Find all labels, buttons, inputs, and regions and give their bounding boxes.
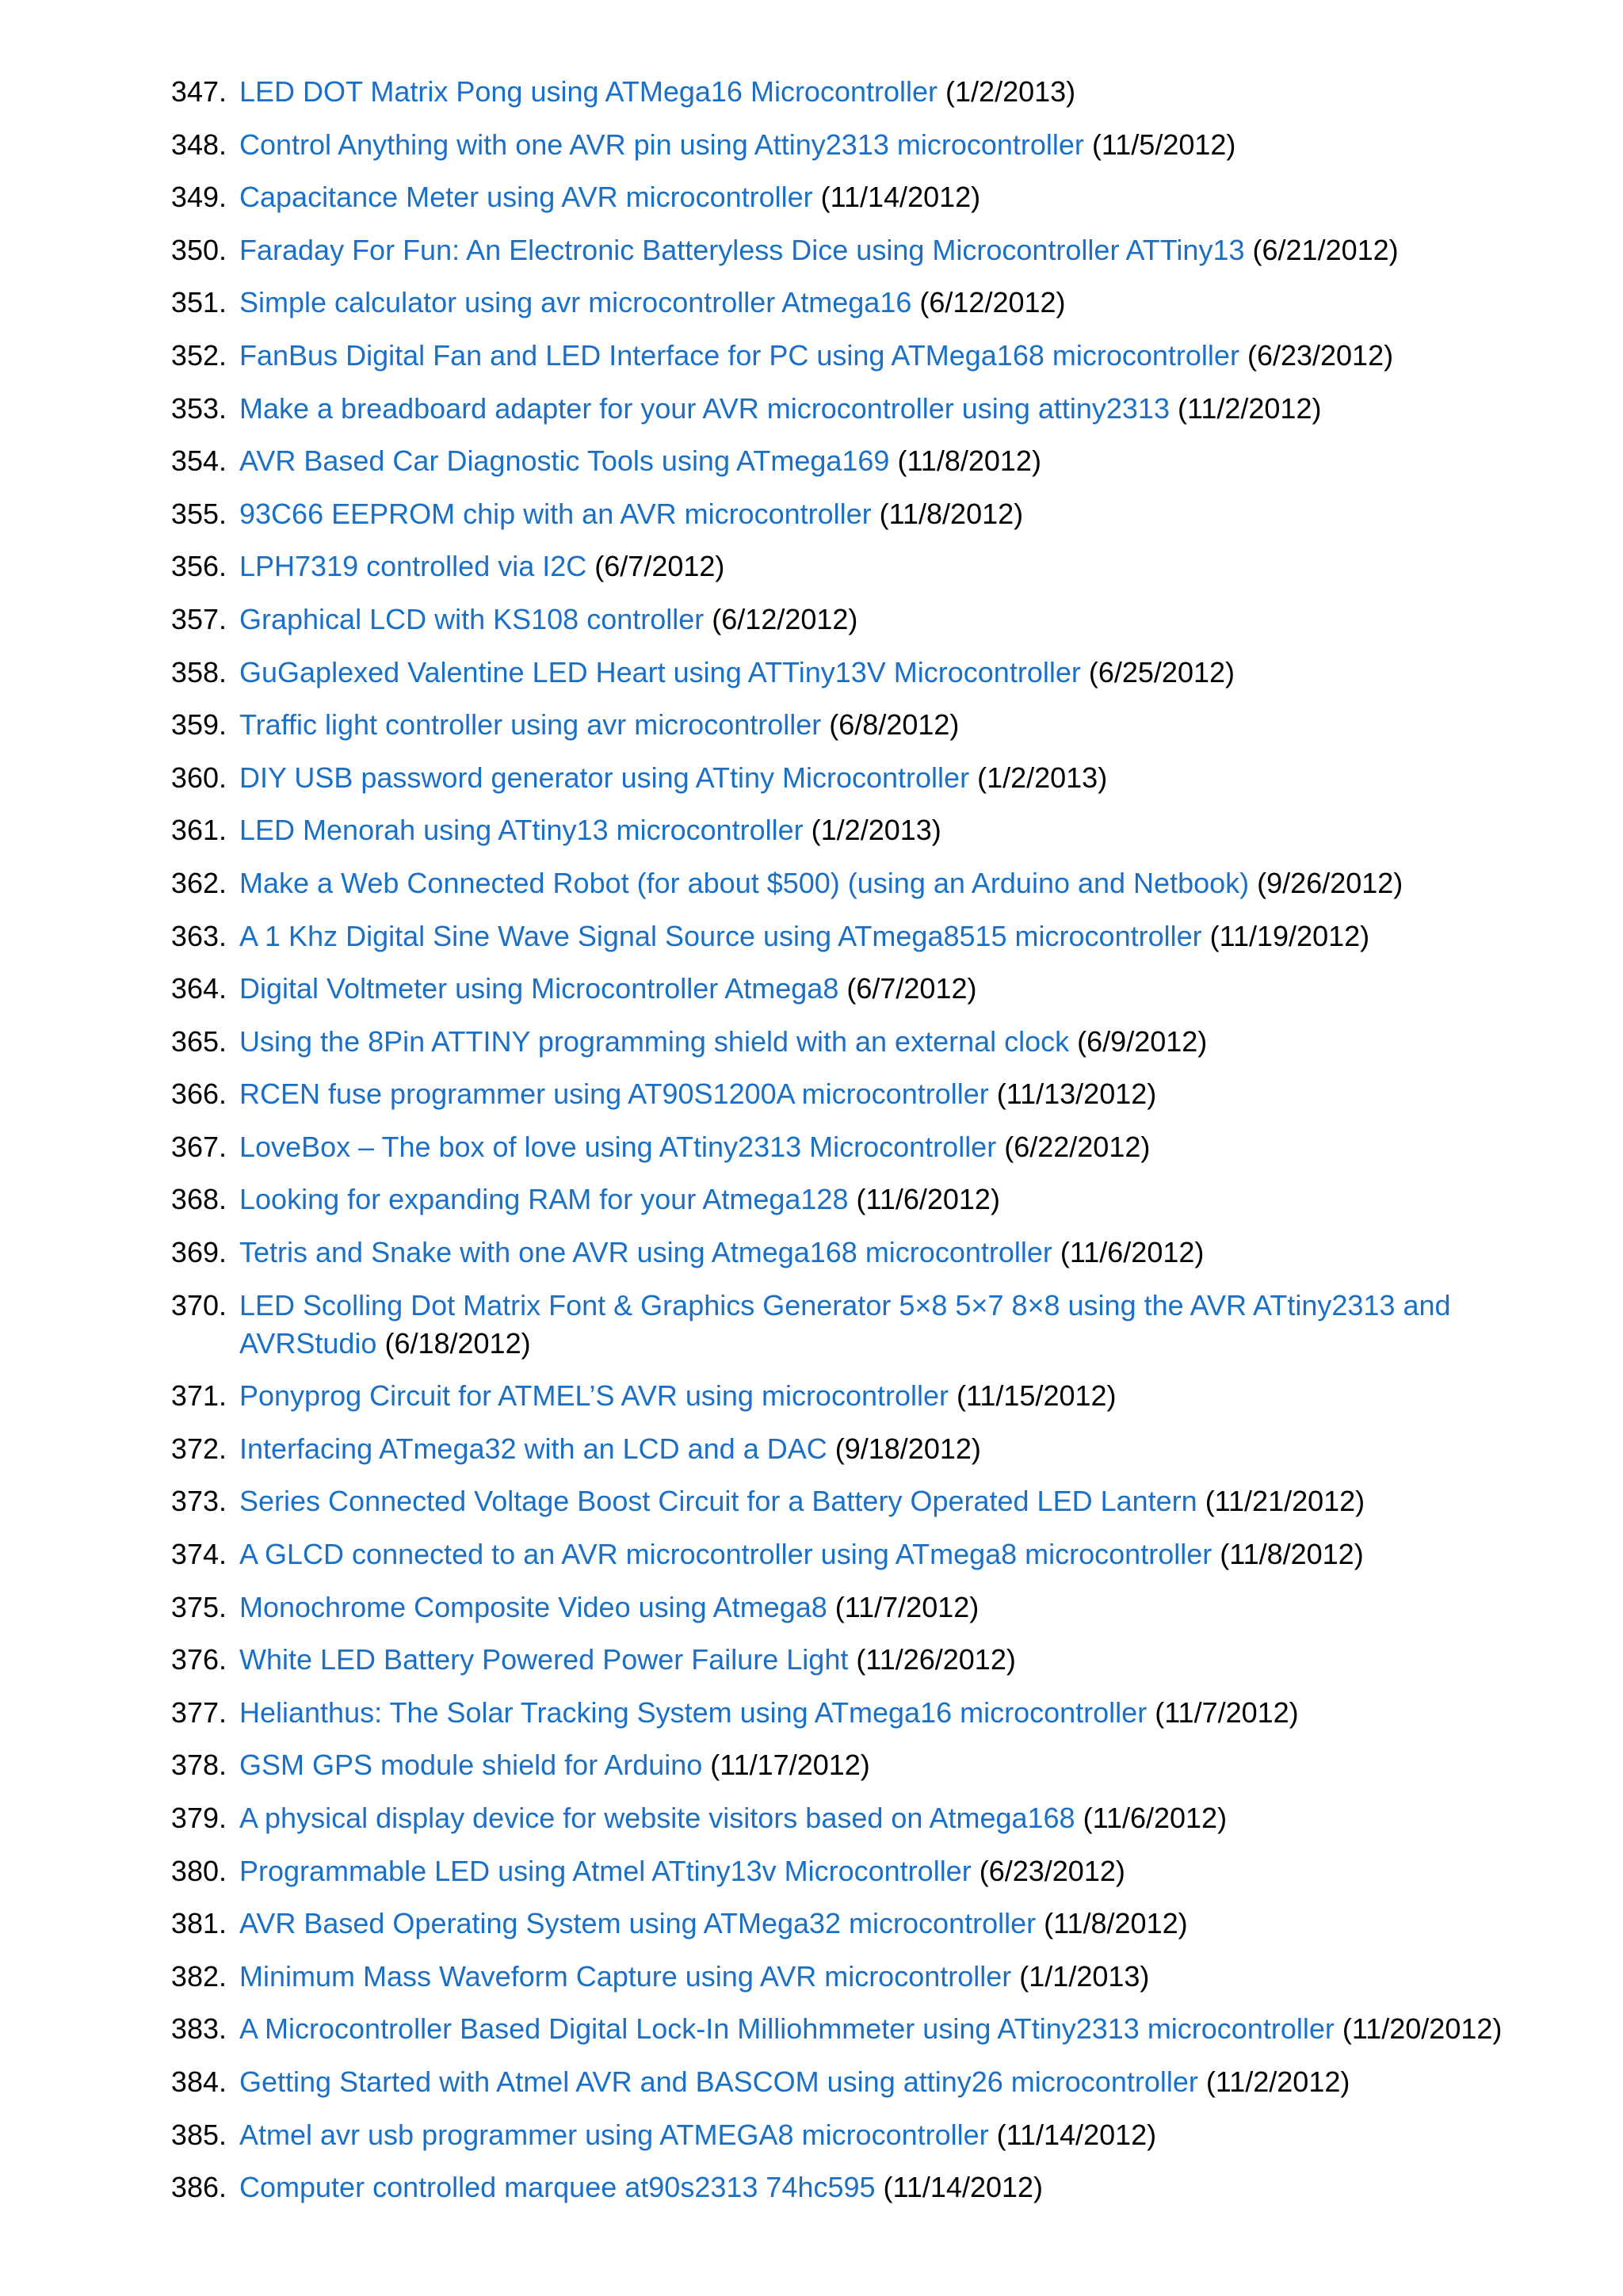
- item-date: (11/14/2012): [996, 2118, 1157, 2151]
- item-number: 371.: [170, 1379, 227, 1413]
- item-date: (11/2/2012): [1205, 2065, 1350, 2098]
- item-date: (1/1/2013): [1019, 1959, 1150, 1993]
- list-item: [0, 1535, 1623, 1573]
- item-date: (11/6/2012): [1060, 1236, 1205, 1269]
- list-item: [0, 811, 1623, 849]
- list-item: [0, 1852, 1623, 1890]
- project-link[interactable]: A GLCD connected to an AVR microcontroller using ATmega8 microcontroller: [239, 1538, 1212, 1571]
- project-link[interactable]: GSM GPS module shield for Arduino: [239, 1749, 703, 1782]
- list-item: [0, 2168, 1623, 2206]
- list-item: [0, 1482, 1623, 1520]
- item-number: 366.: [170, 1077, 227, 1111]
- item-date: (11/13/2012): [996, 1077, 1157, 1111]
- list-item: [0, 654, 1623, 692]
- project-link[interactable]: LED DOT Matrix Pong using ATMega16 Microcontroller: [239, 75, 938, 108]
- item-date: (11/6/2012): [856, 1183, 1000, 1216]
- item-date: (11/8/2012): [1220, 1538, 1364, 1571]
- list-item: [0, 759, 1623, 797]
- list-item: [0, 917, 1623, 955]
- item-date: (11/14/2012): [820, 181, 981, 214]
- project-link[interactable]: GuGaplexed Valentine LED Heart using ATTiny13V Microcontroller: [239, 655, 1081, 688]
- item-date: (6/21/2012): [1252, 233, 1399, 266]
- item-date: (6/22/2012): [1004, 1130, 1151, 1163]
- project-link[interactable]: FanBus Digital Fan and LED Interface for PC using ATMega168 microcontroller: [239, 338, 1239, 372]
- list-item: [0, 337, 1623, 375]
- list-item: [0, 2010, 1623, 2048]
- item-number: 352.: [170, 338, 227, 372]
- item-number: 351.: [170, 286, 227, 319]
- item-number: 386.: [170, 2171, 227, 2204]
- item-date: (11/14/2012): [883, 2171, 1044, 2204]
- list-item: [0, 1430, 1623, 1468]
- item-number: 359.: [170, 708, 227, 742]
- item-number: 372.: [170, 1432, 227, 1465]
- project-link[interactable]: Make a Web Connected Robot (for about $500) (using an Arduino and Netbook): [239, 866, 1250, 899]
- item-number: 382.: [170, 1959, 227, 1993]
- project-link[interactable]: LPH7319 controlled via I2C: [239, 550, 587, 583]
- item-date: (6/7/2012): [594, 550, 725, 583]
- list-item: [0, 1180, 1623, 1219]
- item-number: 384.: [170, 2065, 227, 2098]
- item-date: (6/23/2012): [1247, 338, 1394, 372]
- project-link[interactable]: Capacitance Meter using AVR microcontroller: [239, 181, 813, 214]
- list-item: [0, 2063, 1623, 2101]
- item-number: 364.: [170, 972, 227, 1005]
- project-link[interactable]: LoveBox – The box of love using ATtiny2313 Microcontroller: [239, 1130, 997, 1163]
- project-link[interactable]: LED Scolling Dot Matrix Font & Graphics Generator 5×8 5×7 8×8 using the AVR ATtiny2313 and AVRStudio: [239, 1288, 1451, 1360]
- item-number: 385.: [170, 2118, 227, 2151]
- list-item: [0, 547, 1623, 585]
- item-date: (11/21/2012): [1205, 1485, 1365, 1518]
- item-number: 358.: [170, 655, 227, 688]
- item-number: 367.: [170, 1130, 227, 1163]
- project-link[interactable]: 93C66 EEPROM chip with an AVR microcontroller: [239, 497, 872, 530]
- list-item: [0, 1075, 1623, 1113]
- list-item: [0, 1287, 1623, 1363]
- list-item: [0, 970, 1623, 1008]
- item-date: (11/19/2012): [1209, 919, 1370, 952]
- list-item: [0, 73, 1623, 111]
- item-date: (11/6/2012): [1083, 1802, 1228, 1834]
- project-link[interactable]: Getting Started with Atmel AVR and BASCOM using attiny26 microcontroller: [239, 2065, 1198, 2098]
- project-link[interactable]: Traffic light controller using avr microcontroller: [239, 708, 822, 742]
- item-date: (11/2/2012): [1178, 391, 1322, 425]
- item-date: (11/17/2012): [710, 1749, 870, 1782]
- project-link[interactable]: Digital Voltmeter using Microcontroller Atmega8: [239, 972, 839, 1005]
- item-date: (11/8/2012): [879, 497, 1024, 530]
- item-number: 383.: [170, 2012, 227, 2046]
- project-link[interactable]: Control Anything with one AVR pin using Attiny2313 microcontroller: [239, 128, 1084, 161]
- item-number: 353.: [170, 391, 227, 425]
- project-link[interactable]: Ponyprog Circuit for ATMEL’S AVR using microcontroller: [239, 1379, 949, 1413]
- item-number: 356.: [170, 550, 227, 583]
- list-item: [0, 1905, 1623, 1943]
- list-item: [0, 2116, 1623, 2154]
- project-link[interactable]: Make a breadboard adapter for your AVR microcontroller using attiny2313: [239, 391, 1170, 425]
- project-link[interactable]: Simple calculator using avr microcontroller Atmega16: [239, 286, 912, 319]
- project-link[interactable]: Minimum Mass Waveform Capture using AVR microcontroller: [239, 1959, 1012, 1993]
- item-number: 349.: [170, 181, 227, 214]
- item-date: (6/12/2012): [712, 602, 858, 635]
- item-number: 357.: [170, 602, 227, 635]
- list-item: [0, 231, 1623, 269]
- item-date: (6/7/2012): [846, 972, 977, 1005]
- item-number: 374.: [170, 1538, 227, 1571]
- project-link[interactable]: DIY USB password generator using ATtiny Microcontroller: [239, 761, 970, 794]
- list-item: [0, 1799, 1623, 1837]
- project-link[interactable]: Using the 8Pin ATTINY programming shield with an external clock: [239, 1024, 1070, 1058]
- project-link[interactable]: White LED Battery Powered Power Failure Light: [239, 1643, 849, 1676]
- item-date: (1/2/2013): [811, 814, 941, 847]
- item-number: 369.: [170, 1236, 227, 1269]
- item-number: 360.: [170, 761, 227, 794]
- item-number: 361.: [170, 814, 227, 847]
- item-date: (6/23/2012): [979, 1854, 1125, 1887]
- list-item: [0, 864, 1623, 902]
- item-date: (1/2/2013): [945, 75, 1076, 108]
- item-number: 380.: [170, 1854, 227, 1887]
- list-item: [0, 706, 1623, 744]
- list-item: [0, 1694, 1623, 1732]
- item-number: 347.: [170, 75, 227, 108]
- item-date: (6/8/2012): [829, 708, 960, 742]
- list-item: [0, 442, 1623, 480]
- list-item: [0, 178, 1623, 216]
- project-link[interactable]: Programmable LED using Atmel ATtiny13v Microcontroller: [239, 1854, 972, 1887]
- project-link[interactable]: Monochrome Composite Video using Atmega8: [239, 1590, 827, 1623]
- project-link[interactable]: Computer controlled marquee at90s2313 74hc595: [239, 2171, 876, 2204]
- project-link[interactable]: LED Menorah using ATtiny13 microcontroller: [239, 814, 804, 847]
- item-number: 355.: [170, 497, 227, 530]
- list-item: [0, 1746, 1623, 1784]
- item-date: (11/20/2012): [1342, 2012, 1503, 2046]
- item-date: (11/8/2012): [897, 444, 1041, 478]
- project-link[interactable]: Looking for expanding RAM for your Atmega128: [239, 1183, 849, 1216]
- project-link[interactable]: A 1 Khz Digital Sine Wave Signal Source using ATmega8515 microcontroller: [239, 919, 1202, 952]
- item-number: 368.: [170, 1183, 227, 1216]
- item-date: (11/15/2012): [957, 1379, 1117, 1413]
- list-item: [0, 601, 1623, 639]
- list-item: [0, 1128, 1623, 1166]
- item-date: (11/26/2012): [856, 1643, 1016, 1676]
- item-date: (6/25/2012): [1088, 655, 1235, 688]
- item-number: 373.: [170, 1485, 227, 1518]
- item-number: 370.: [170, 1288, 227, 1322]
- project-link[interactable]: Helianthus: The Solar Tracking System using ATmega16 microcontroller: [239, 1695, 1148, 1729]
- list-item: [0, 1234, 1623, 1272]
- item-date: (6/12/2012): [919, 286, 1066, 319]
- item-number: 377.: [170, 1695, 227, 1729]
- project-link[interactable]: RCEN fuse programmer using AT90S1200A microcontroller: [239, 1077, 989, 1111]
- item-number: 363.: [170, 919, 227, 952]
- list-item: [0, 1377, 1623, 1415]
- list-item: [0, 1023, 1623, 1061]
- item-number: 348.: [170, 128, 227, 161]
- item-number: 362.: [170, 866, 227, 899]
- item-date: (11/7/2012): [1155, 1695, 1299, 1729]
- item-date: (9/18/2012): [834, 1432, 981, 1465]
- project-link[interactable]: AVR Based Operating System using ATMega32 microcontroller: [239, 1907, 1037, 1940]
- item-number: 376.: [170, 1643, 227, 1676]
- project-link[interactable]: Tetris and Snake with one AVR using Atmega168 microcontroller: [239, 1236, 1052, 1269]
- item-date: (6/18/2012): [384, 1326, 531, 1360]
- item-date: (9/26/2012): [1257, 866, 1403, 899]
- project-link[interactable]: A physical display device for website visitors based on Atmega168: [239, 1802, 1075, 1834]
- project-link[interactable]: AVR Based Car Diagnostic Tools using ATmega169: [239, 444, 890, 478]
- item-number: 379.: [170, 1802, 227, 1834]
- item-date: (6/9/2012): [1077, 1024, 1208, 1058]
- item-number: 365.: [170, 1024, 227, 1058]
- item-number: 378.: [170, 1749, 227, 1782]
- project-link[interactable]: Graphical LCD with KS108 controller: [239, 602, 705, 635]
- project-link[interactable]: Interfacing ATmega32 with an LCD and a DAC: [239, 1432, 827, 1465]
- list-item: [0, 390, 1623, 428]
- item-date: (11/8/2012): [1044, 1907, 1188, 1940]
- item-number: 375.: [170, 1590, 227, 1623]
- project-link[interactable]: Atmel avr usb programmer using ATMEGA8 microcontroller: [239, 2118, 989, 2151]
- item-date: (11/7/2012): [834, 1590, 980, 1623]
- item-number: 354.: [170, 444, 227, 478]
- project-list: [0, 73, 1623, 2222]
- list-item: [0, 1958, 1623, 1996]
- project-link[interactable]: A Microcontroller Based Digital Lock-In Milliohmmeter using ATtiny2313 microcontroller: [239, 2012, 1335, 2046]
- list-item: [0, 1589, 1623, 1627]
- list-item: [0, 284, 1623, 322]
- item-date: (1/2/2013): [977, 761, 1108, 794]
- list-item: [0, 495, 1623, 533]
- item-number: 350.: [170, 233, 227, 266]
- item-date: (11/5/2012): [1091, 128, 1236, 161]
- project-link[interactable]: Series Connected Voltage Boost Circuit for a Battery Operated LED Lantern: [239, 1485, 1197, 1518]
- list-item: [0, 1641, 1623, 1679]
- project-link[interactable]: Faraday For Fun: An Electronic Batteryless Dice using Microcontroller ATTiny13: [239, 233, 1245, 266]
- item-number: 381.: [170, 1907, 227, 1940]
- list-item: [0, 126, 1623, 164]
